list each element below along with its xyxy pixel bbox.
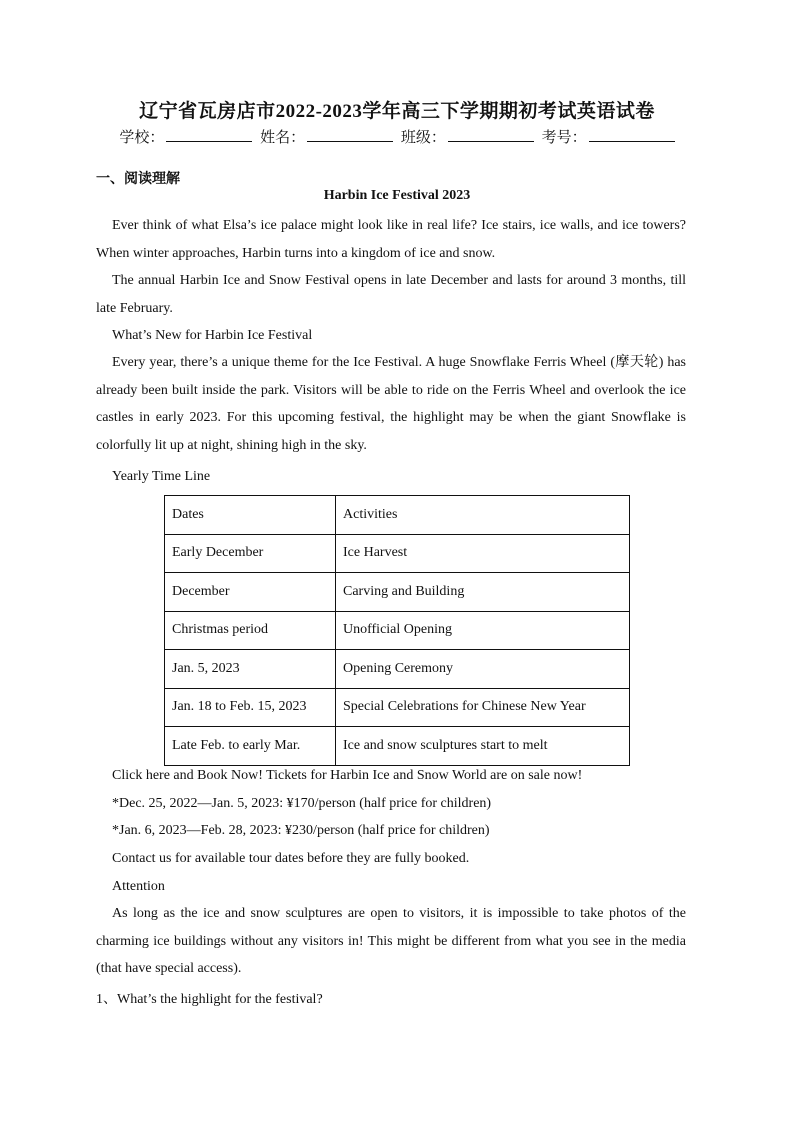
table-cell-activity: Ice Harvest — [336, 534, 630, 573]
exam-number-blank[interactable] — [589, 127, 675, 142]
class-blank[interactable] — [448, 127, 534, 142]
section-title: 一、阅读理解 — [96, 172, 180, 187]
name-blank[interactable] — [307, 127, 393, 142]
name-field[interactable] — [260, 126, 393, 147]
table-cell-activity: Ice and snow sculptures start to melt — [336, 727, 630, 766]
table-header-activities: Activities — [336, 496, 630, 535]
attention-heading: Attention — [112, 879, 165, 894]
table-cell-date: December — [165, 573, 336, 612]
price-line-1: *Dec. 25, 2022—Jan. 5, 2023: ¥170/person (half price for children) — [112, 796, 492, 811]
table-cell-activity: Unofficial Opening — [336, 611, 630, 650]
table-cell-activity: Carving and Building — [336, 573, 630, 612]
paragraph-theme: Every year, there’s a unique theme for the Ice Festival. A huge Snowflake Ferris Wheel (摩天轮) has already been built inside the park. Visitors will be able to ride on the Ferris Wheel and overlook the ice castles in early 2023. For this upcoming festival, the highlight may be when the giant Snowflake is colorfully lit up at night, shining high in the sky. — [96, 355, 686, 453]
exam-title: 辽宁省瓦房店市2022-2023学年高三下学期期初考试英语试卷 — [139, 101, 655, 122]
timeline-heading: Yearly Time Line — [112, 469, 211, 484]
question-1: 1、What’s the highlight for the festival? — [96, 992, 323, 1007]
paragraph-intro: Ever think of what Elsa’s ice palace might look like in real life? Ice stairs, ice walls, and ice towers? When winter approaches, Harbin turns into a kingdom of ice and snow. — [96, 218, 686, 261]
school-label: 学校： — [119, 130, 165, 146]
table-row — [165, 688, 630, 727]
timeline-table — [164, 495, 630, 766]
contact-line: Contact us for available tour dates before they are fully booked. — [112, 851, 470, 866]
table-cell-date: Christmas period — [165, 611, 336, 650]
paragraph-attention: As long as the ice and snow sculptures are open to visitors, it is impossible to take photos of the charming ice buildings without any visitors in! This might be different from what you see in the media (that have special access). — [96, 906, 686, 976]
table-header-dates: Dates — [165, 496, 336, 535]
book-now-link[interactable]: Click here and Book Now! Tickets for Harbin Ice and Snow World are on sale now! — [112, 768, 583, 783]
table-cell-date: Early December — [165, 534, 336, 573]
exam-number-field[interactable] — [542, 126, 675, 147]
table-cell-activity: Opening Ceremony — [336, 650, 630, 689]
whats-new-heading: What’s New for Harbin Ice Festival — [112, 328, 313, 343]
school-field[interactable] — [119, 126, 252, 147]
table-row — [165, 611, 630, 650]
name-label: 姓名： — [260, 130, 306, 146]
table-cell-activity: Special Celebrations for Chinese New Year — [336, 688, 630, 727]
price-line-2: *Jan. 6, 2023—Feb. 28, 2023: ¥230/person (half price for children) — [112, 823, 490, 838]
table-row — [165, 727, 630, 766]
table-cell-date: Jan. 18 to Feb. 15, 2023 — [165, 688, 336, 727]
paragraph-festival-dates: The annual Harbin Ice and Snow Festival opens in late December and lasts for around 3 months, till late February. — [96, 273, 686, 316]
student-info-fields — [0, 126, 794, 147]
school-blank[interactable] — [166, 127, 252, 142]
class-label: 班级： — [400, 130, 446, 146]
table-header-row — [165, 496, 630, 535]
class-field[interactable] — [401, 126, 534, 147]
table-cell-date: Jan. 5, 2023 — [165, 650, 336, 689]
table-cell-date: Late Feb. to early Mar. — [165, 727, 336, 766]
table-row — [165, 534, 630, 573]
table-row — [165, 573, 630, 612]
exam-number-label: 考号： — [541, 130, 587, 146]
article-title: Harbin Ice Festival 2023 — [323, 188, 471, 203]
table-row — [165, 650, 630, 689]
